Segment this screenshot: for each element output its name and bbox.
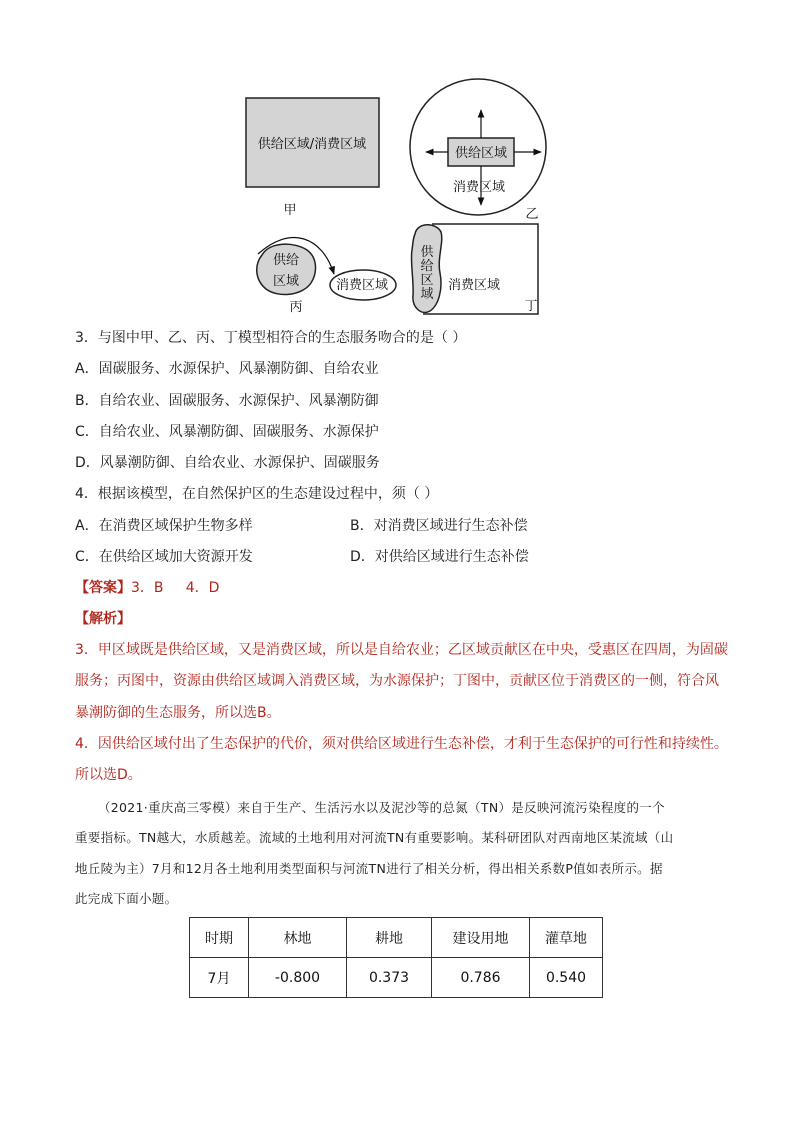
- table-header-cell: 耕地: [347, 918, 432, 958]
- analysis-q3-line-1: 3．甲区域既是供给区域，又是消费区域，所以是自给农业；乙区域贡献区在中央，受惠区在四周，为固碳: [75, 642, 728, 658]
- table-header-cell: 建设用地: [432, 918, 530, 958]
- correlation-table: [189, 917, 603, 998]
- q3-option-b: B．自给农业、固碳服务、水源保护、风暴潮防御: [75, 393, 379, 409]
- yi-label: 乙: [525, 207, 539, 222]
- intro-line-1: （2021·重庆高三零模）来自于生产、生活污水以及泥沙等的总氮（TN）是反映河流污染程度的一个: [98, 800, 665, 815]
- table-cell: 0.540: [530, 958, 603, 998]
- yi-box-text: 供给区域: [454, 146, 508, 161]
- bing-supply-text-1: 供给: [272, 253, 300, 268]
- bing-consume-text: 消费区域: [335, 278, 389, 293]
- answer-tag: 【答案】: [75, 580, 131, 596]
- analysis-q4-line-1: 4．因供给区域付出了生态保护的代价，须对供给区域进行生态补偿，才利于生态保护的可行性和持续性。: [75, 736, 728, 752]
- table-header-cell: 林地: [249, 918, 347, 958]
- q4-option-d: D．对供给区域进行生态补偿: [350, 549, 529, 565]
- analysis-q3-line-3: 暴潮防御的生态服务，所以选B。: [75, 705, 281, 721]
- intro-line-3: 地丘陵为主）7月和12月各土地利用类型面积与河流TN进行了相关分析，得出相关系数P值如表所示。据: [75, 861, 663, 876]
- table-header-row: [190, 918, 603, 958]
- intro-line-2: 重要指标。TN越大，水质越差。流域的土地利用对河流TN有重要影响。某科研团队对西南地区某流域（山: [75, 830, 674, 845]
- q3-stem: 3．与图中甲、乙、丙、丁模型相符合的生态服务吻合的是（ ）: [75, 330, 467, 346]
- q3-option-d: D．风暴潮防御、自给农业、水源保护、固碳服务: [75, 455, 380, 471]
- table-cell: 7月: [190, 958, 249, 998]
- answer-text: 3．B 4．D: [131, 580, 220, 596]
- ding-supply-char-2: 给: [420, 259, 434, 274]
- table-cell: 0.373: [347, 958, 432, 998]
- jia-box-text: 供给区域/消费区域: [257, 137, 367, 152]
- ding-label: 丁: [524, 299, 538, 314]
- table-row: [190, 958, 603, 998]
- analysis-q4-line-2: 所以选D。: [75, 767, 142, 783]
- yi-circle-text: 消费区域: [452, 180, 506, 195]
- ding-consume-text: 消费区域: [447, 278, 501, 293]
- jia-label: 甲: [283, 203, 297, 218]
- ecosystem-service-diagram: [0, 0, 794, 330]
- q3-option-a: A．固碳服务、水源保护、风暴潮防御、自给农业: [75, 361, 379, 377]
- intro-line-4: 此完成下面小题。: [75, 891, 178, 906]
- table-header-cell: 时期: [190, 918, 249, 958]
- ding-supply-char-4: 域: [420, 287, 434, 302]
- analysis-q3-line-2: 服务；丙图中，资源由供给区域调入消费区域，为水源保护；丁图中，贡献区位于消费区的一侧，符合风: [75, 673, 719, 689]
- answer-line: [75, 578, 219, 598]
- q4-option-b: B．对消费区域进行生态补偿: [350, 518, 528, 534]
- ding-supply-char-1: 供: [420, 245, 434, 260]
- table-header-cell: 灌草地: [530, 918, 603, 958]
- bing-label: 丙: [289, 300, 303, 315]
- table-cell: -0.800: [249, 958, 347, 998]
- table-cell: 0.786: [432, 958, 530, 998]
- q4-stem: 4．根据该模型，在自然保护区的生态建设过程中，须（ ）: [75, 486, 439, 502]
- bing-supply-text-2: 区域: [272, 274, 300, 289]
- q3-option-c: C．自给农业、风暴潮防御、固碳服务、水源保护: [75, 424, 379, 440]
- ding-supply-char-3: 区: [420, 273, 434, 288]
- q4-option-c: C．在供给区域加大资源开发: [75, 549, 253, 565]
- analysis-tag: 【解析】: [75, 611, 131, 627]
- q4-option-a: A．在消费区域保护生物多样: [75, 518, 253, 534]
